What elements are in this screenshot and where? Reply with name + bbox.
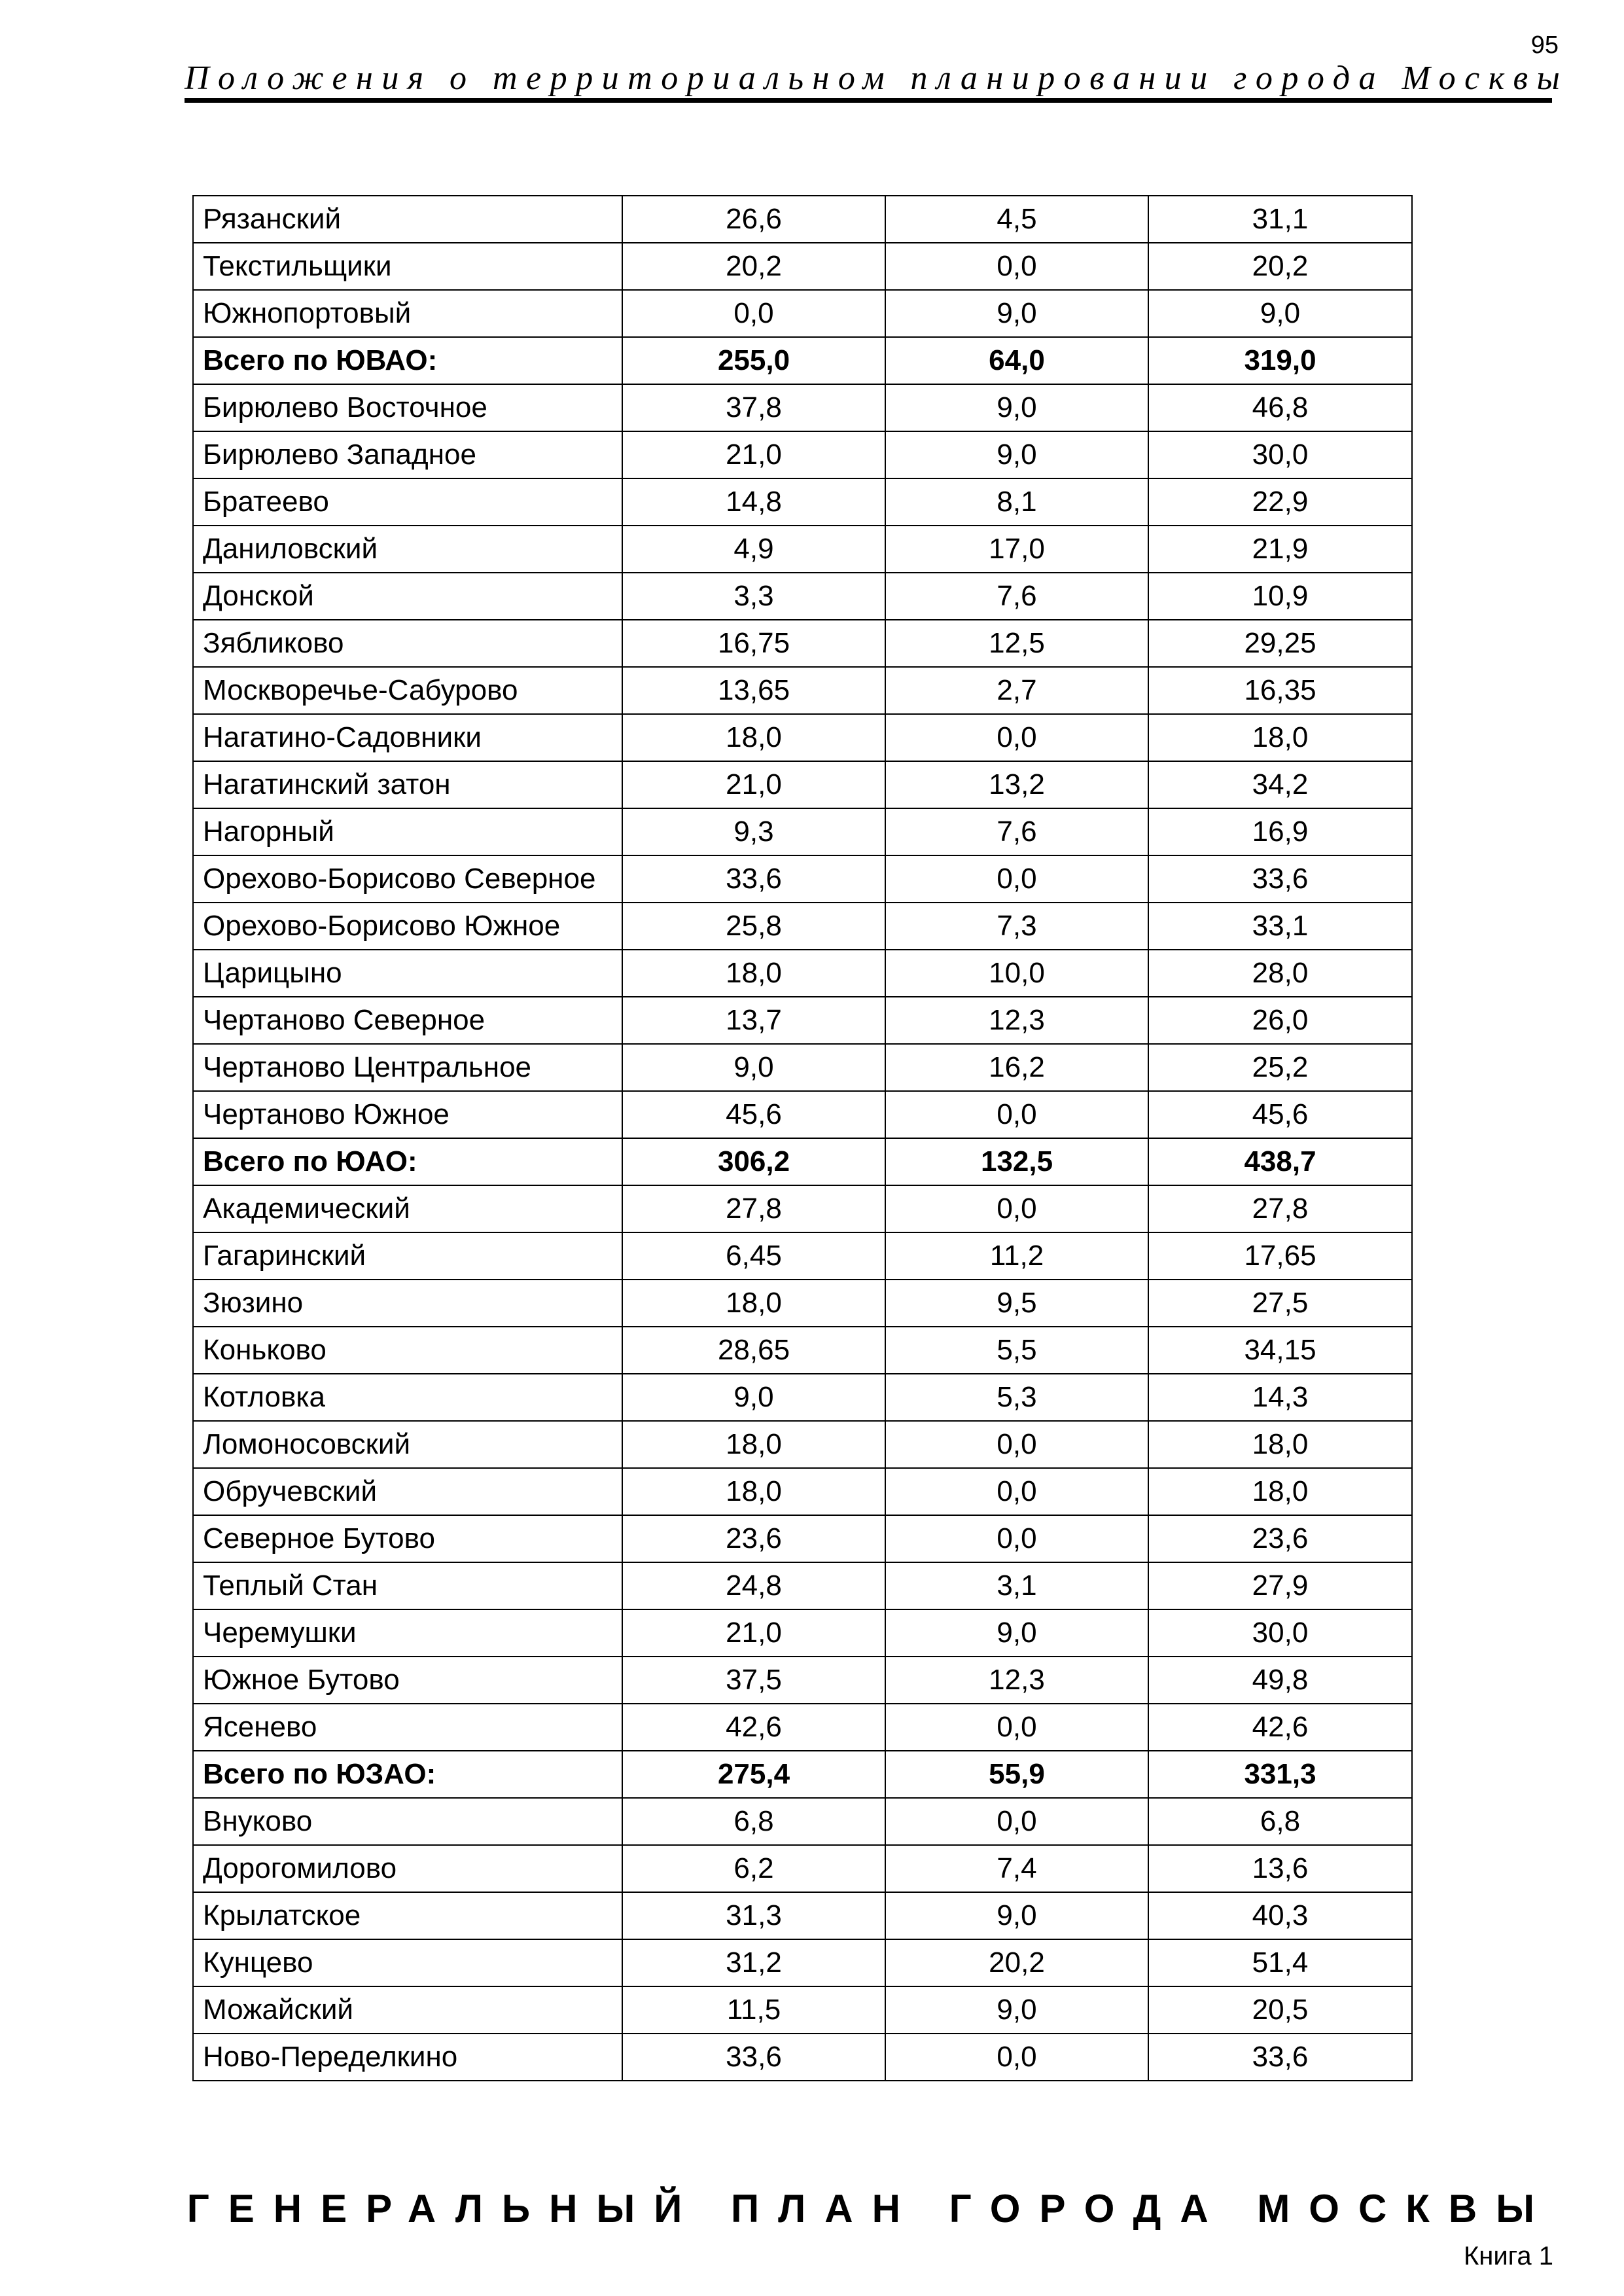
table-row — [193, 526, 1412, 573]
value-cell-2: 9,0 — [885, 1609, 1148, 1657]
district-name-cell: Всего по ЮВАО: — [193, 337, 622, 384]
value-cell-2: 9,0 — [885, 1892, 1148, 1939]
table-row — [193, 1704, 1412, 1751]
value-cell-3: 46,8 — [1148, 384, 1412, 431]
table-row — [193, 1232, 1412, 1280]
district-name-cell: Кунцево — [193, 1939, 622, 1986]
table-row — [193, 1609, 1412, 1657]
value-cell-3: 27,8 — [1148, 1185, 1412, 1232]
district-name-cell: Нагорный — [193, 808, 622, 855]
value-cell-3: 10,9 — [1148, 573, 1412, 620]
district-name-cell: Котловка — [193, 1374, 622, 1421]
value-cell-1: 33,6 — [622, 855, 885, 903]
table-row — [193, 196, 1412, 243]
value-cell-1: 45,6 — [622, 1091, 885, 1138]
table-row — [193, 1986, 1412, 2034]
district-name-cell: Зябликово — [193, 620, 622, 667]
value-cell-1: 3,3 — [622, 573, 885, 620]
district-name-cell: Коньково — [193, 1327, 622, 1374]
value-cell-2: 12,5 — [885, 620, 1148, 667]
value-cell-3: 16,35 — [1148, 667, 1412, 714]
value-cell-1: 14,8 — [622, 478, 885, 526]
value-cell-3: 18,0 — [1148, 714, 1412, 761]
value-cell-2: 12,3 — [885, 997, 1148, 1044]
value-cell-2: 0,0 — [885, 1468, 1148, 1515]
value-cell-1: 37,5 — [622, 1657, 885, 1704]
district-name-cell: Текстильщики — [193, 243, 622, 290]
value-cell-3: 25,2 — [1148, 1044, 1412, 1091]
value-cell-1: 16,75 — [622, 620, 885, 667]
table-row — [193, 2034, 1412, 2081]
district-name-cell: Бирюлево Восточное — [193, 384, 622, 431]
district-name-cell: Царицыно — [193, 950, 622, 997]
table-row — [193, 290, 1412, 337]
value-cell-3: 438,7 — [1148, 1138, 1412, 1185]
value-cell-3: 28,0 — [1148, 950, 1412, 997]
footer-title: ГЕНЕРАЛЬНЫЙ ПЛАН ГОРОДА МОСКВЫ — [186, 2187, 1553, 2231]
value-cell-2: 55,9 — [885, 1751, 1148, 1798]
value-cell-2: 9,0 — [885, 290, 1148, 337]
value-cell-3: 26,0 — [1148, 997, 1412, 1044]
value-cell-3: 30,0 — [1148, 1609, 1412, 1657]
header-rule — [185, 98, 1552, 103]
district-name-cell: Северное Бутово — [193, 1515, 622, 1562]
district-name-cell: Дорогомилово — [193, 1845, 622, 1892]
district-name-cell: Южнопортовый — [193, 290, 622, 337]
value-cell-2: 0,0 — [885, 1091, 1148, 1138]
value-cell-1: 28,65 — [622, 1327, 885, 1374]
district-name-cell: Зюзино — [193, 1280, 622, 1327]
value-cell-2: 0,0 — [885, 855, 1148, 903]
value-cell-3: 31,1 — [1148, 196, 1412, 243]
district-name-cell: Рязанский — [193, 196, 622, 243]
value-cell-3: 34,2 — [1148, 761, 1412, 808]
value-cell-2: 0,0 — [885, 1515, 1148, 1562]
value-cell-3: 17,65 — [1148, 1232, 1412, 1280]
value-cell-3: 319,0 — [1148, 337, 1412, 384]
value-cell-2: 11,2 — [885, 1232, 1148, 1280]
value-cell-1: 306,2 — [622, 1138, 885, 1185]
value-cell-2: 12,3 — [885, 1657, 1148, 1704]
value-cell-1: 18,0 — [622, 1468, 885, 1515]
value-cell-3: 23,6 — [1148, 1515, 1412, 1562]
district-name-cell: Бирюлево Западное — [193, 431, 622, 478]
table-row — [193, 1515, 1412, 1562]
table-total-row — [193, 1751, 1412, 1798]
value-cell-2: 9,0 — [885, 431, 1148, 478]
value-cell-1: 21,0 — [622, 431, 885, 478]
table-row — [193, 1327, 1412, 1374]
table-row — [193, 243, 1412, 290]
value-cell-3: 45,6 — [1148, 1091, 1412, 1138]
district-name-cell: Нагатино-Садовники — [193, 714, 622, 761]
value-cell-2: 7,3 — [885, 903, 1148, 950]
table-row — [193, 761, 1412, 808]
value-cell-2: 7,6 — [885, 808, 1148, 855]
table-row — [193, 431, 1412, 478]
value-cell-3: 34,15 — [1148, 1327, 1412, 1374]
value-cell-1: 11,5 — [622, 1986, 885, 2034]
value-cell-2: 64,0 — [885, 337, 1148, 384]
value-cell-3: 331,3 — [1148, 1751, 1412, 1798]
value-cell-2: 5,3 — [885, 1374, 1148, 1421]
value-cell-2: 0,0 — [885, 1185, 1148, 1232]
value-cell-1: 9,3 — [622, 808, 885, 855]
value-cell-1: 255,0 — [622, 337, 885, 384]
value-cell-3: 13,6 — [1148, 1845, 1412, 1892]
value-cell-1: 18,0 — [622, 714, 885, 761]
table-row — [193, 1374, 1412, 1421]
district-name-cell: Донской — [193, 573, 622, 620]
district-name-cell: Братеево — [193, 478, 622, 526]
value-cell-3: 33,1 — [1148, 903, 1412, 950]
value-cell-1: 31,2 — [622, 1939, 885, 1986]
value-cell-3: 30,0 — [1148, 431, 1412, 478]
value-cell-1: 26,6 — [622, 196, 885, 243]
value-cell-1: 33,6 — [622, 2034, 885, 2081]
value-cell-2: 0,0 — [885, 1704, 1148, 1751]
table-row — [193, 903, 1412, 950]
district-name-cell: Крылатское — [193, 1892, 622, 1939]
table-row — [193, 1657, 1412, 1704]
value-cell-1: 6,2 — [622, 1845, 885, 1892]
table-row — [193, 667, 1412, 714]
value-cell-3: 33,6 — [1148, 855, 1412, 903]
district-name-cell: Можайский — [193, 1986, 622, 2034]
table-row — [193, 714, 1412, 761]
value-cell-2: 0,0 — [885, 714, 1148, 761]
value-cell-1: 18,0 — [622, 950, 885, 997]
district-name-cell: Гагаринский — [193, 1232, 622, 1280]
value-cell-1: 6,8 — [622, 1798, 885, 1845]
value-cell-1: 18,0 — [622, 1280, 885, 1327]
district-table-container — [192, 195, 1413, 2081]
value-cell-2: 0,0 — [885, 243, 1148, 290]
district-name-cell: Нагатинский затон — [193, 761, 622, 808]
value-cell-2: 9,0 — [885, 1986, 1148, 2034]
value-cell-3: 27,5 — [1148, 1280, 1412, 1327]
value-cell-1: 21,0 — [622, 761, 885, 808]
table-row — [193, 1939, 1412, 1986]
district-table-body — [193, 196, 1412, 2081]
table-row — [193, 950, 1412, 997]
district-name-cell: Москворечье-Сабурово — [193, 667, 622, 714]
district-name-cell: Черемушки — [193, 1609, 622, 1657]
table-row — [193, 1562, 1412, 1609]
value-cell-3: 16,9 — [1148, 808, 1412, 855]
district-name-cell: Теплый Стан — [193, 1562, 622, 1609]
district-name-cell: Всего по ЮЗАО: — [193, 1751, 622, 1798]
value-cell-2: 4,5 — [885, 196, 1148, 243]
value-cell-1: 20,2 — [622, 243, 885, 290]
value-cell-3: 49,8 — [1148, 1657, 1412, 1704]
value-cell-1: 37,8 — [622, 384, 885, 431]
table-row — [193, 1280, 1412, 1327]
value-cell-3: 29,25 — [1148, 620, 1412, 667]
value-cell-3: 6,8 — [1148, 1798, 1412, 1845]
value-cell-1: 23,6 — [622, 1515, 885, 1562]
district-table — [192, 195, 1413, 2081]
value-cell-3: 40,3 — [1148, 1892, 1412, 1939]
table-row — [193, 1044, 1412, 1091]
district-name-cell: Южное Бутово — [193, 1657, 622, 1704]
value-cell-1: 13,65 — [622, 667, 885, 714]
value-cell-1: 13,7 — [622, 997, 885, 1044]
value-cell-2: 9,0 — [885, 384, 1148, 431]
district-name-cell: Чертаново Центральное — [193, 1044, 622, 1091]
value-cell-2: 9,5 — [885, 1280, 1148, 1327]
value-cell-3: 18,0 — [1148, 1421, 1412, 1468]
value-cell-3: 20,2 — [1148, 243, 1412, 290]
table-row — [193, 1468, 1412, 1515]
table-row — [193, 1845, 1412, 1892]
value-cell-2: 0,0 — [885, 2034, 1148, 2081]
value-cell-1: 27,8 — [622, 1185, 885, 1232]
value-cell-3: 33,6 — [1148, 2034, 1412, 2081]
table-row — [193, 478, 1412, 526]
value-cell-1: 18,0 — [622, 1421, 885, 1468]
value-cell-3: 18,0 — [1148, 1468, 1412, 1515]
value-cell-2: 3,1 — [885, 1562, 1148, 1609]
value-cell-2: 7,6 — [885, 573, 1148, 620]
district-name-cell: Обручевский — [193, 1468, 622, 1515]
value-cell-3: 22,9 — [1148, 478, 1412, 526]
district-name-cell: Орехово-Борисово Северное — [193, 855, 622, 903]
value-cell-2: 16,2 — [885, 1044, 1148, 1091]
value-cell-3: 20,5 — [1148, 1986, 1412, 2034]
value-cell-1: 6,45 — [622, 1232, 885, 1280]
district-name-cell: Чертаново Южное — [193, 1091, 622, 1138]
value-cell-3: 14,3 — [1148, 1374, 1412, 1421]
value-cell-3: 9,0 — [1148, 290, 1412, 337]
district-name-cell: Ясенево — [193, 1704, 622, 1751]
book-label: Книга 1 — [1463, 2242, 1553, 2270]
table-total-row — [193, 337, 1412, 384]
value-cell-3: 21,9 — [1148, 526, 1412, 573]
district-name-cell: Орехово-Борисово Южное — [193, 903, 622, 950]
value-cell-2: 13,2 — [885, 761, 1148, 808]
table-row — [193, 808, 1412, 855]
table-row — [193, 1091, 1412, 1138]
value-cell-2: 2,7 — [885, 667, 1148, 714]
district-name-cell: Внуково — [193, 1798, 622, 1845]
value-cell-2: 10,0 — [885, 950, 1148, 997]
table-row — [193, 1185, 1412, 1232]
table-row — [193, 620, 1412, 667]
value-cell-3: 27,9 — [1148, 1562, 1412, 1609]
district-name-cell: Всего по ЮАО: — [193, 1138, 622, 1185]
value-cell-2: 7,4 — [885, 1845, 1148, 1892]
value-cell-2: 0,0 — [885, 1798, 1148, 1845]
page-number: 95 — [1530, 31, 1559, 59]
value-cell-1: 9,0 — [622, 1374, 885, 1421]
header-title: Положения о территориальном планировании города Москвы — [185, 60, 1569, 97]
value-cell-2: 20,2 — [885, 1939, 1148, 1986]
value-cell-1: 42,6 — [622, 1704, 885, 1751]
district-name-cell: Ново-Переделкино — [193, 2034, 622, 2081]
table-row — [193, 997, 1412, 1044]
table-row — [193, 384, 1412, 431]
district-name-cell: Ломоносовский — [193, 1421, 622, 1468]
district-name-cell: Чертаново Северное — [193, 997, 622, 1044]
value-cell-1: 9,0 — [622, 1044, 885, 1091]
value-cell-2: 8,1 — [885, 478, 1148, 526]
value-cell-3: 42,6 — [1148, 1704, 1412, 1751]
district-name-cell: Даниловский — [193, 526, 622, 573]
table-total-row — [193, 1138, 1412, 1185]
value-cell-1: 24,8 — [622, 1562, 885, 1609]
value-cell-1: 25,8 — [622, 903, 885, 950]
district-name-cell: Академический — [193, 1185, 622, 1232]
value-cell-2: 5,5 — [885, 1327, 1148, 1374]
value-cell-1: 21,0 — [622, 1609, 885, 1657]
table-row — [193, 573, 1412, 620]
value-cell-2: 0,0 — [885, 1421, 1148, 1468]
value-cell-1: 0,0 — [622, 290, 885, 337]
table-row — [193, 1798, 1412, 1845]
value-cell-1: 4,9 — [622, 526, 885, 573]
value-cell-1: 31,3 — [622, 1892, 885, 1939]
table-row — [193, 1421, 1412, 1468]
value-cell-2: 17,0 — [885, 526, 1148, 573]
value-cell-3: 51,4 — [1148, 1939, 1412, 1986]
table-row — [193, 1892, 1412, 1939]
table-row — [193, 855, 1412, 903]
value-cell-1: 275,4 — [622, 1751, 885, 1798]
value-cell-2: 132,5 — [885, 1138, 1148, 1185]
